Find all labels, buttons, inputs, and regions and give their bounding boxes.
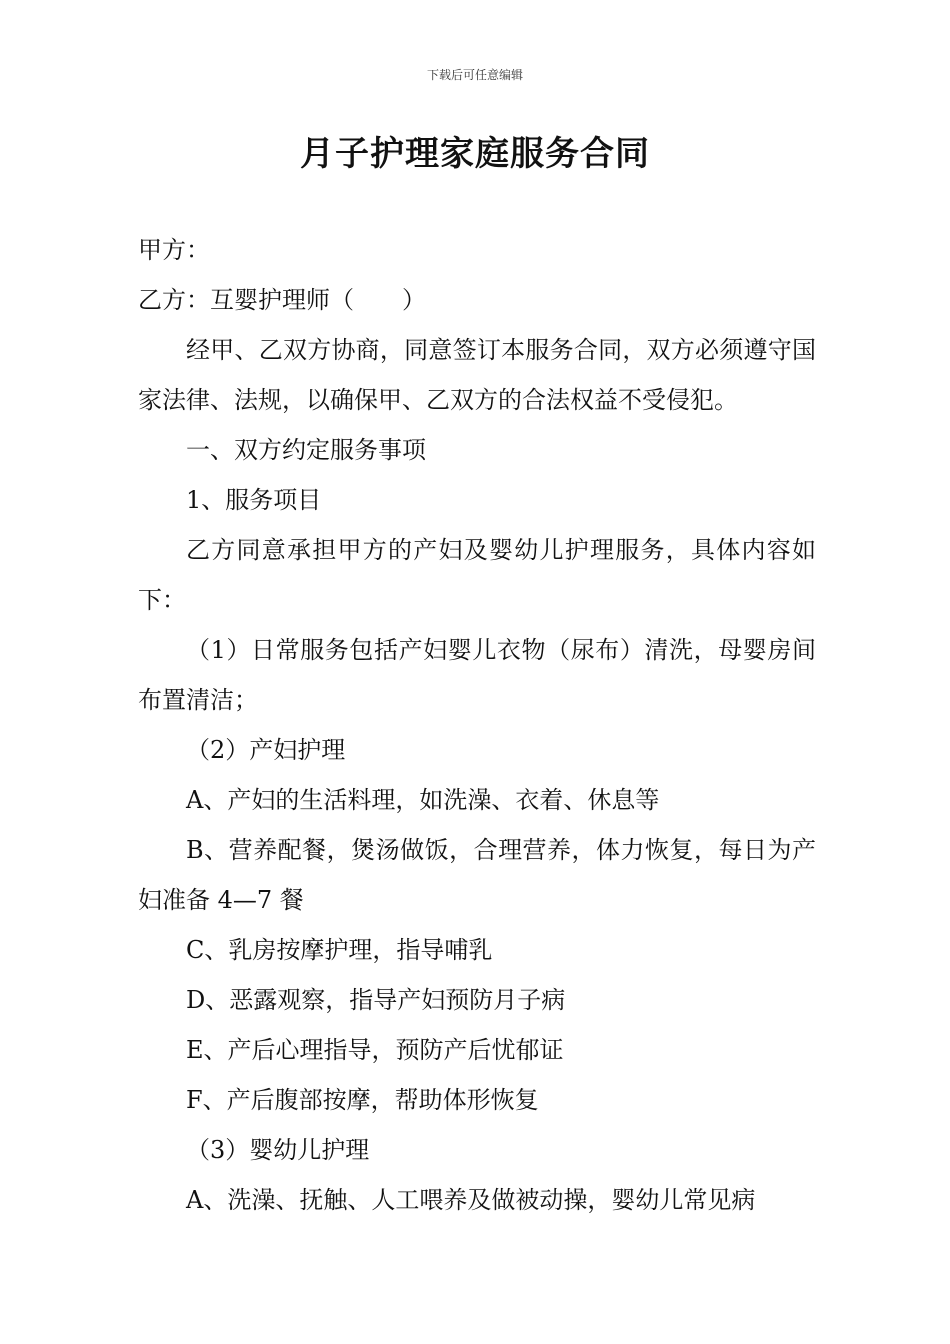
contract-body xyxy=(138,225,816,1225)
maternal-care-item-c: C、乳房按摩护理，指导哺乳 xyxy=(186,936,493,964)
party-a-line: 甲方： xyxy=(138,236,210,264)
infant-care-heading: （3）婴幼儿护理 xyxy=(186,1136,370,1164)
daily-service-paragraph: （1）日常服务包括产妇婴儿衣物（尿布）清洗，母婴房间布置清洁； xyxy=(138,636,816,714)
intro-paragraph: 经甲、乙双方协商，同意签订本服务合同，双方必须遵守国家法律、法规，以确保甲、乙双方的合法权益不受侵犯。 xyxy=(138,336,816,414)
document-title: 月子护理家庭服务合同 xyxy=(300,134,650,174)
maternal-care-item-b: B、营养配餐，煲汤做饭，合理营养，体力恢复，每日为产妇准备 4—7 餐 xyxy=(138,836,816,914)
section-heading: 一、双方约定服务事项 xyxy=(186,436,426,464)
party-b-line: 乙方：互婴护理师（ ） xyxy=(138,286,426,314)
maternal-care-item-d: D、恶露观察，指导产妇预防月子病 xyxy=(186,986,566,1014)
header-note: 下载后可任意编辑 xyxy=(426,68,523,82)
maternal-care-item-e: E、产后心理指导，预防产后忧郁证 xyxy=(186,1036,564,1064)
infant-care-item-a: A、洗澡、抚触、人工喂养及做被动操，婴幼儿常见病 xyxy=(186,1186,756,1214)
maternal-care-item-f: F、产后腹部按摩，帮助体形恢复 xyxy=(186,1086,539,1114)
item-heading: 1、服务项目 xyxy=(186,486,322,514)
maternal-care-heading: （2）产妇护理 xyxy=(186,736,346,764)
maternal-care-item-a: A、产妇的生活料理，如洗澡、衣着、休息等 xyxy=(186,786,660,814)
item-paragraph: 乙方同意承担甲方的产妇及婴幼儿护理服务，具体内容如下： xyxy=(138,536,816,614)
